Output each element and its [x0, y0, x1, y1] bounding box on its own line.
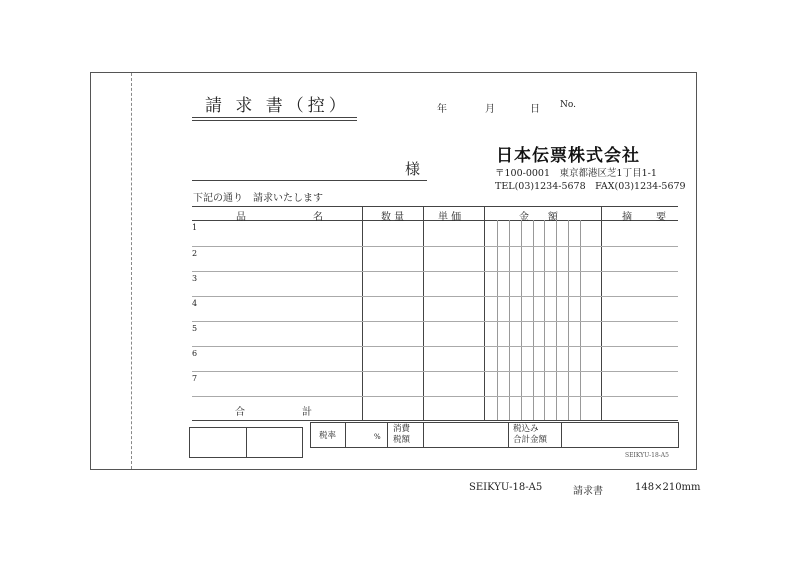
total-label-2: 計 [302, 407, 312, 418]
row-number: 7 [192, 374, 198, 383]
consumption-tax-label-1: 消費 [393, 424, 411, 434]
row-rule [192, 296, 678, 297]
col-divider-amount [484, 207, 485, 420]
title-underline-double [192, 120, 357, 121]
header-bottom-rule [192, 220, 678, 221]
col-divider-remarks [601, 207, 602, 420]
row-number: 1 [192, 223, 198, 232]
recipient-line [192, 180, 427, 181]
tax-divider [508, 422, 509, 448]
company-name: 日本伝票株式会社 [496, 146, 640, 166]
row-rule [192, 371, 678, 372]
tax-divider [423, 422, 424, 448]
year-label: 年 [437, 104, 447, 115]
amount-digit-line [521, 220, 522, 420]
title-underline [192, 117, 357, 118]
amount-digit-line [556, 220, 557, 420]
header-amount-2: 額 [548, 212, 558, 223]
caption-product-size: 148×210mm [635, 482, 701, 493]
caption-product-code: SEIKYU-18-A5 [469, 482, 543, 493]
number-label: No. [560, 100, 576, 110]
tax-included-label-2: 合計金額 [513, 435, 548, 445]
amount-digit-line [533, 220, 534, 420]
form-code: SEIKYU-18-A5 [625, 452, 669, 459]
row-rule [192, 321, 678, 322]
amount-digit-line [580, 220, 581, 420]
amount-digit-line [544, 220, 545, 420]
table-bottom-rule [192, 420, 678, 421]
tax-divider [561, 422, 562, 448]
stamp-box-divider [246, 427, 247, 458]
header-unit-price: 単 価 [438, 212, 462, 223]
amount-digit-line [497, 220, 498, 420]
company-tel-fax: TEL(03)1234-5678 FAX(03)1234-5679 [495, 181, 686, 192]
caption-product-name: 請求書 [573, 486, 603, 497]
recipient-honorific: 様 [405, 160, 421, 178]
amount-digit-line [568, 220, 569, 420]
month-label: 月 [485, 104, 495, 115]
header-remarks-2: 要 [656, 212, 666, 223]
row-number: 4 [192, 299, 198, 308]
tax-rate-label: 税率 [319, 431, 337, 441]
day-label: 日 [530, 104, 540, 115]
header-quantity: 数 量 [381, 212, 405, 223]
tax-included-label-1: 税込み [513, 424, 539, 434]
document-title: 請 求 書（控） [205, 96, 350, 116]
perforation-line [131, 73, 132, 469]
header-amount-1: 金 [519, 212, 529, 223]
col-divider-unit-price [423, 207, 424, 420]
row-rule [192, 246, 678, 247]
header-item-2: 名 [313, 212, 323, 223]
row-rule [192, 346, 678, 347]
total-label-1: 合 [235, 407, 245, 418]
header-remarks-1: 摘 [622, 212, 632, 223]
tax-summary-frame [310, 422, 679, 448]
amount-digit-line [509, 220, 510, 420]
table-top-rule [192, 206, 678, 207]
row-number: 2 [192, 249, 198, 258]
row-rule [192, 396, 678, 397]
row-rule [192, 271, 678, 272]
col-divider-quantity [362, 207, 363, 420]
company-address: 〒100-0001 東京都港区芝1丁目1-1 [495, 168, 657, 179]
row-number: 6 [192, 349, 198, 358]
tax-divider [345, 422, 346, 448]
request-note: 下記の通り 請求いたします [193, 193, 323, 204]
header-item-1: 品 [236, 212, 246, 223]
row-number: 3 [192, 274, 198, 283]
tax-divider [387, 422, 388, 448]
row-number: 5 [192, 324, 198, 333]
tax-rate-percent: % [374, 433, 381, 441]
consumption-tax-label-2: 税額 [393, 435, 411, 445]
